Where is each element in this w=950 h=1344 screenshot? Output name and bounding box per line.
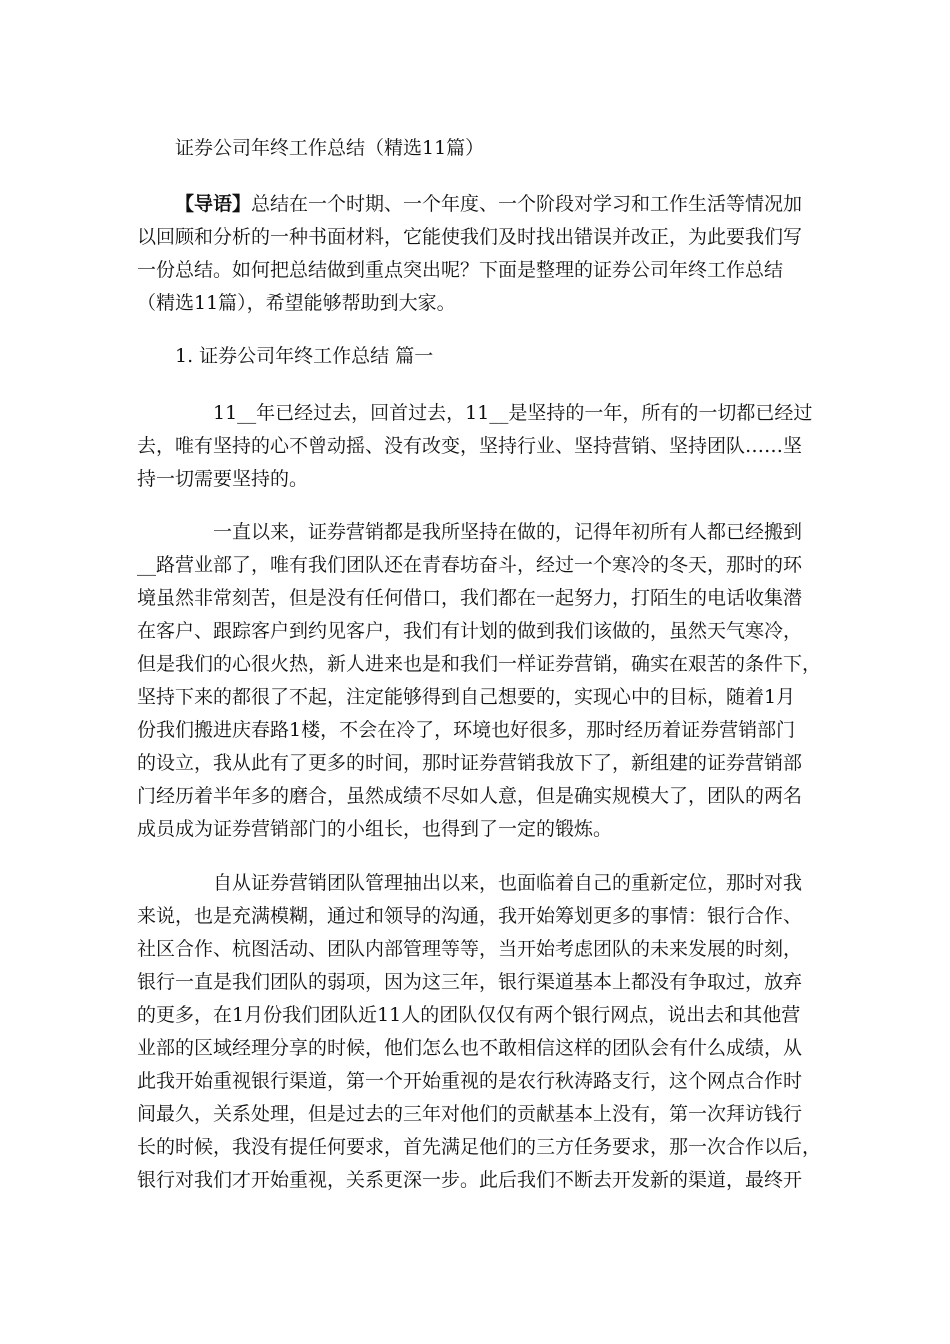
paragraph-line: 业部的区域经理分享的时候，他们怎么也不敢相信这样的团队会有什么成绩，从: [137, 1037, 803, 1059]
paragraph-line: 持一切需要坚持的。: [137, 468, 309, 490]
intro-line: （精选11篇），希望能够帮助到大家。: [137, 292, 456, 314]
paragraph-line: 去，唯有坚持的心不曾动摇、没有改变，坚持行业、坚持营销、坚持团队……坚: [137, 435, 803, 457]
paragraph-line: 在客户、跟踪客户到约见客户，我们有计划的做到我们该做的，虽然天气寒冷，: [137, 620, 803, 642]
intro-label: 【导语】: [175, 193, 252, 215]
paragraph-line: 的更多，在1月份我们团队近11人的团队仅仅有两个银行网点，说出去和其他营: [137, 1004, 801, 1026]
paragraph-line: 11__年已经过去，回首过去，11__是坚持的一年，所有的一切都已经过: [213, 402, 813, 424]
paragraph-1: [137, 397, 813, 496]
paragraph-line: 社区合作、杭图活动、团队内部管理等等，当开始考虑团队的未来发展的时刻，: [137, 938, 803, 960]
intro-line-text: 总结在一个时期、一个年度、一个阶段对学习和工作生活等情况加: [251, 193, 803, 215]
paragraph-line: 成员成为证券营销部门的小组长，也得到了一定的锻炼。: [137, 818, 613, 840]
intro-line: 以回顾和分析的一种书面材料，它能使我们及时找出错误并改正，为此要我们写: [137, 226, 803, 248]
paragraph-line: 长的时候，我没有提任何要求，首先满足他们的三方任务要求，那一次合作以后，: [137, 1136, 822, 1158]
intro-paragraph: [137, 188, 805, 320]
paragraph-line: 自从证券营销团队管理抽出以来，也面临着自己的重新定位，那时对我: [213, 872, 803, 894]
section-heading: [175, 340, 843, 373]
paragraph-line: 银行对我们才开始重视，关系更深一步。此后我们不断去开发新的渠道，最终开: [137, 1169, 803, 1191]
paragraph-line: __路营业部了，唯有我们团队还在青春坊奋斗，经过一个寒冷的冬天，那时的环: [137, 554, 803, 576]
paragraph-line: 来说，也是充满模糊，通过和领导的沟通，我开始筹划更多的事情：银行合作、: [137, 905, 803, 927]
paragraph-3: [137, 867, 822, 1197]
paragraph-line: 间最久，关系处理，但是过去的三年对他们的贡献基本上没有，第一次拜访钱行: [137, 1103, 803, 1125]
intro-line: [137, 188, 805, 221]
intro-line: 一份总结。如何把总结做到重点突出呢？下面是整理的证券公司年终工作总结: [137, 259, 784, 281]
document-title: 证券公司年终工作总结（精选11篇）: [175, 137, 485, 159]
paragraph-line: 此我开始重视银行渠道，第一个开始重视的是农行秋涛路支行，这个网点合作时: [137, 1070, 803, 1092]
paragraph-line: 银行一直是我们团队的弱项，因为这三年，银行渠道基本上都没有争取过，放弃: [137, 971, 803, 993]
paragraph-line: 份我们搬进庆春路1楼，不会在冷了，环境也好很多，那时经历着证券营销部门: [137, 719, 796, 741]
paragraph-2: [137, 516, 822, 846]
paragraph-line: 的设立，我从此有了更多的时间，那时证券营销我放下了，新组建的证券营销部: [137, 752, 803, 774]
paragraph-line: 门经历着半年多的磨合，虽然成绩不尽如人意，但是确实规模大了，团队的两名: [137, 785, 803, 807]
paragraph-line: 一直以来，证券营销都是我所坚持在做的，记得年初所有人都已经搬到: [213, 521, 803, 543]
paragraph-line: 但是我们的心很火热，新人进来也是和我们一样证券营销，确实在艰苦的条件下，: [137, 653, 822, 675]
section-heading-text: 1. 证券公司年终工作总结 篇一: [175, 345, 434, 367]
paragraph-line: 坚持下来的都很了不起，注定能够得到自己想要的，实现心中的目标，随着1月: [137, 686, 796, 708]
paragraph-line: 境虽然非常刻苦，但是没有任何借口，我们都在一起努力，打陌生的电话收集潜: [137, 587, 803, 609]
